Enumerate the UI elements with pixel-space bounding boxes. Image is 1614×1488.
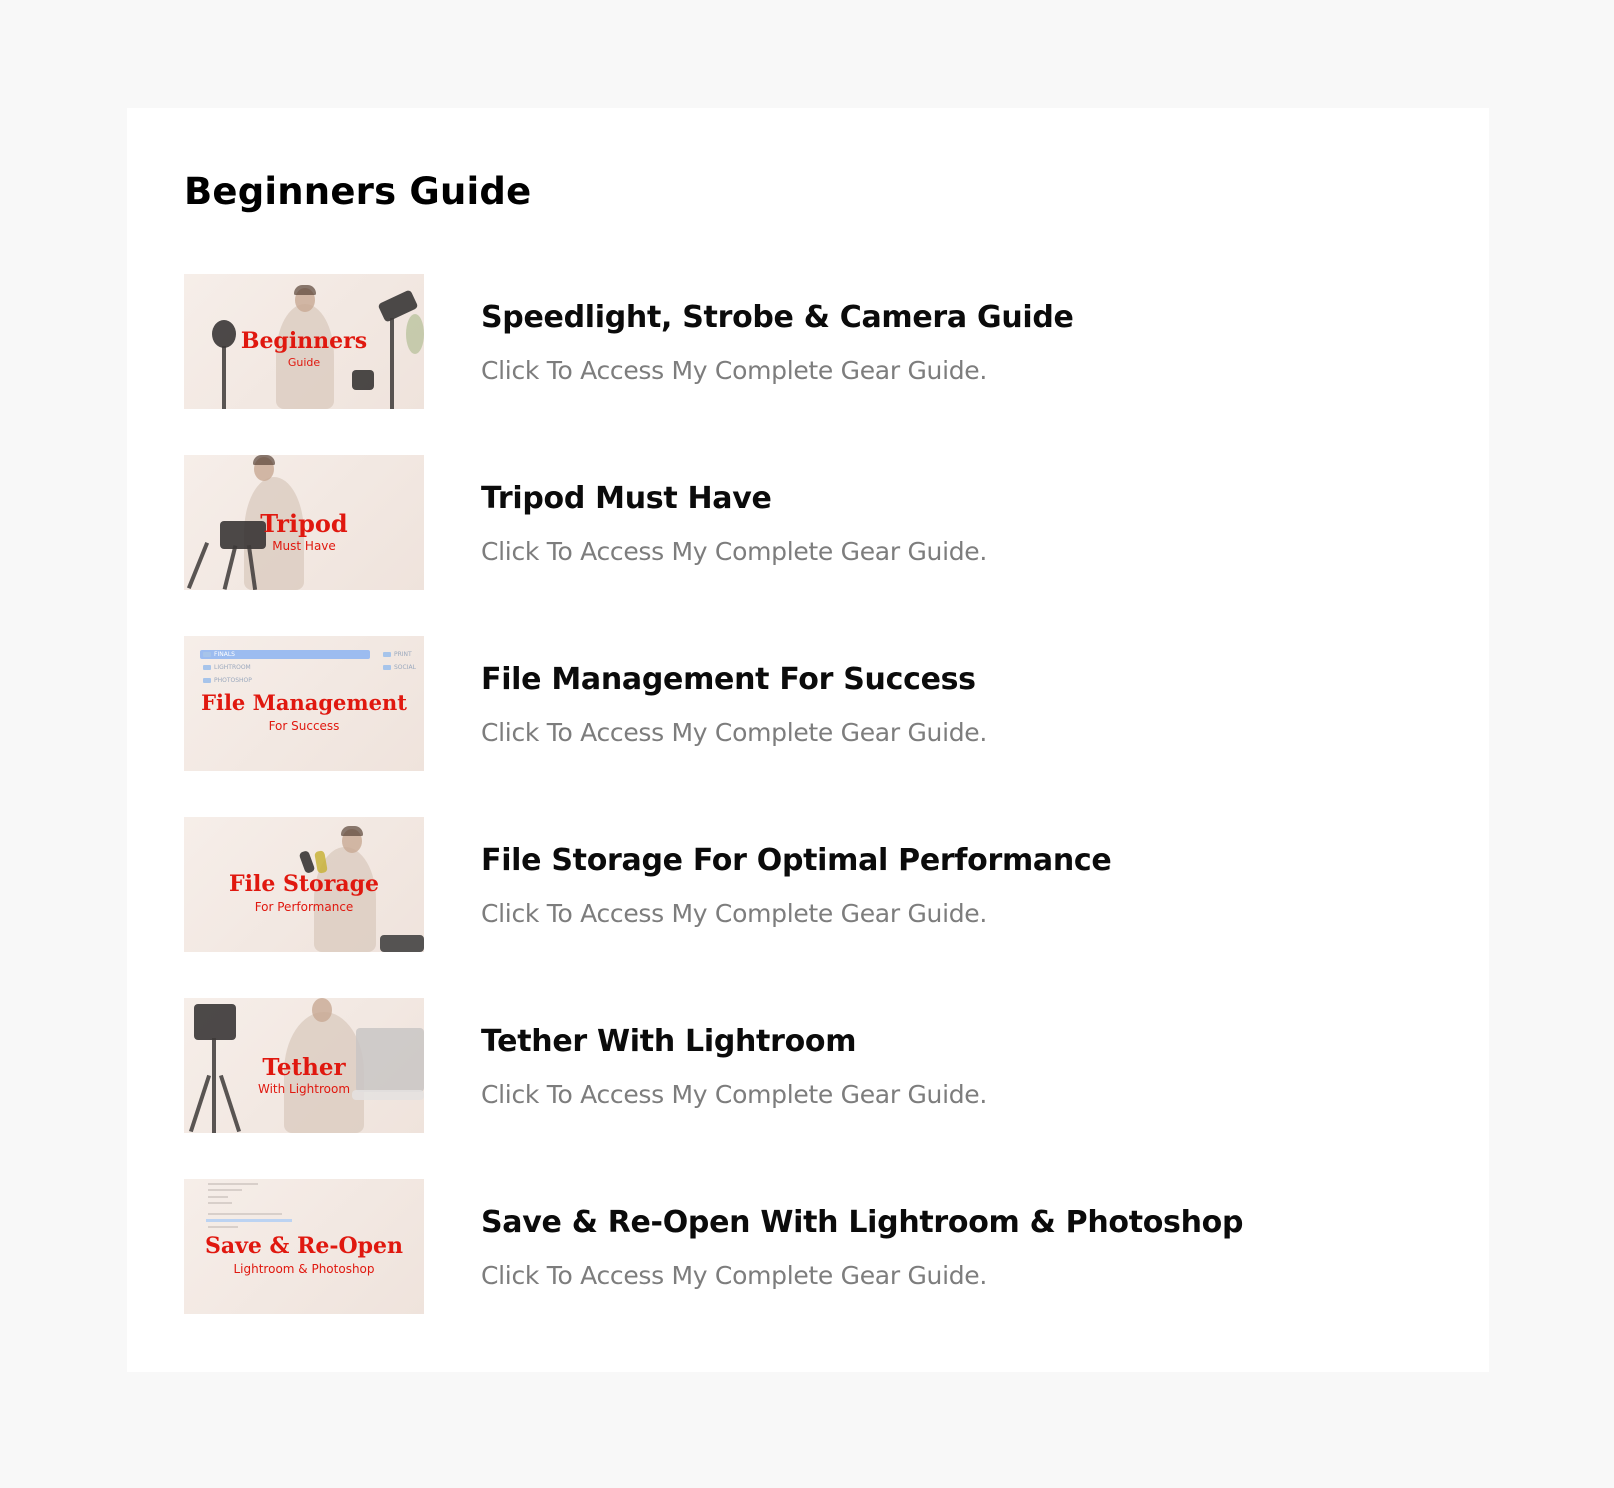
person-hair [294,285,316,295]
thumbnail-title: Tether [262,1054,346,1081]
menu-item [208,1196,228,1198]
guide-item-tether[interactable] [184,998,1434,1133]
item-title[interactable]: Tether With Lightroom [481,1024,857,1059]
item-title[interactable]: File Management For Success [481,662,976,697]
item-title[interactable]: Speedlight, Strobe & Camera Guide [481,300,1074,335]
person-hair [341,826,363,836]
guide-item-file-storage[interactable] [184,817,1434,952]
laptop-icon [380,935,424,952]
thumbnail-image[interactable] [184,817,424,952]
item-subtitle[interactable]: Click To Access My Complete Gear Guide. [481,899,988,928]
thumbnail-image[interactable] [184,998,424,1133]
thumbnail-image[interactable] [184,274,424,409]
thumbnail-image[interactable] [184,1179,424,1314]
person-hair [253,455,275,465]
item-subtitle[interactable]: Click To Access My Complete Gear Guide. [481,1080,988,1109]
folder-social: SOCIAL [380,663,424,672]
thumbnail-title: File Management [201,690,407,715]
item-title[interactable]: File Storage For Optimal Performance [481,843,1112,878]
thumbnail-subtitle: With Lightroom [257,1082,351,1096]
thumbnail-subtitle: Guide [287,356,321,369]
guide-item-file-management[interactable] [184,636,1434,771]
menu-item [208,1183,258,1185]
page-title: Beginners Guide [184,170,532,213]
folder-finals: FINALS [200,650,370,659]
folder-lightroom: LIGHTROOM [200,663,314,672]
guide-item-tripod[interactable] [184,455,1434,590]
thumbnail-subtitle: For Performance [254,900,354,914]
item-subtitle[interactable]: Click To Access My Complete Gear Guide. [481,718,988,747]
menu-item [208,1213,282,1215]
menu-item [208,1202,232,1204]
person-head [312,998,332,1022]
thumbnail-subtitle: Must Have [272,539,336,553]
folder-print: PRINT [380,650,424,659]
menu-item-selected [206,1219,292,1222]
menu-item [208,1189,242,1191]
guide-card [127,108,1489,1372]
thumbnail-title: Tripod [260,509,348,538]
item-subtitle[interactable]: Click To Access My Complete Gear Guide. [481,356,988,385]
item-title[interactable]: Save & Re-Open With Lightroom & Photoshop [481,1205,1244,1240]
thumbnail-title: Save & Re-Open [204,1233,404,1259]
guide-item-speedlight[interactable] [184,274,1434,409]
camera-icon [194,1004,236,1040]
guide-item-save-reopen[interactable] [184,1179,1434,1314]
thumbnail-subtitle: Lightroom & Photoshop [233,1262,375,1276]
item-subtitle[interactable]: Click To Access My Complete Gear Guide. [481,537,988,566]
thumbnail-subtitle: For Success [268,719,340,733]
item-title[interactable]: Tripod Must Have [481,481,772,516]
menu-item [208,1226,238,1228]
thumbnail-image[interactable] [184,636,424,771]
thumbnail-title: File Storage [229,871,379,897]
item-subtitle[interactable]: Click To Access My Complete Gear Guide. [481,1261,988,1290]
camera-icon [352,370,374,390]
folder-photoshop: PHOTOSHOP [200,676,314,685]
thumbnail-title: Beginners [240,328,368,354]
thumbnail-image[interactable] [184,455,424,590]
